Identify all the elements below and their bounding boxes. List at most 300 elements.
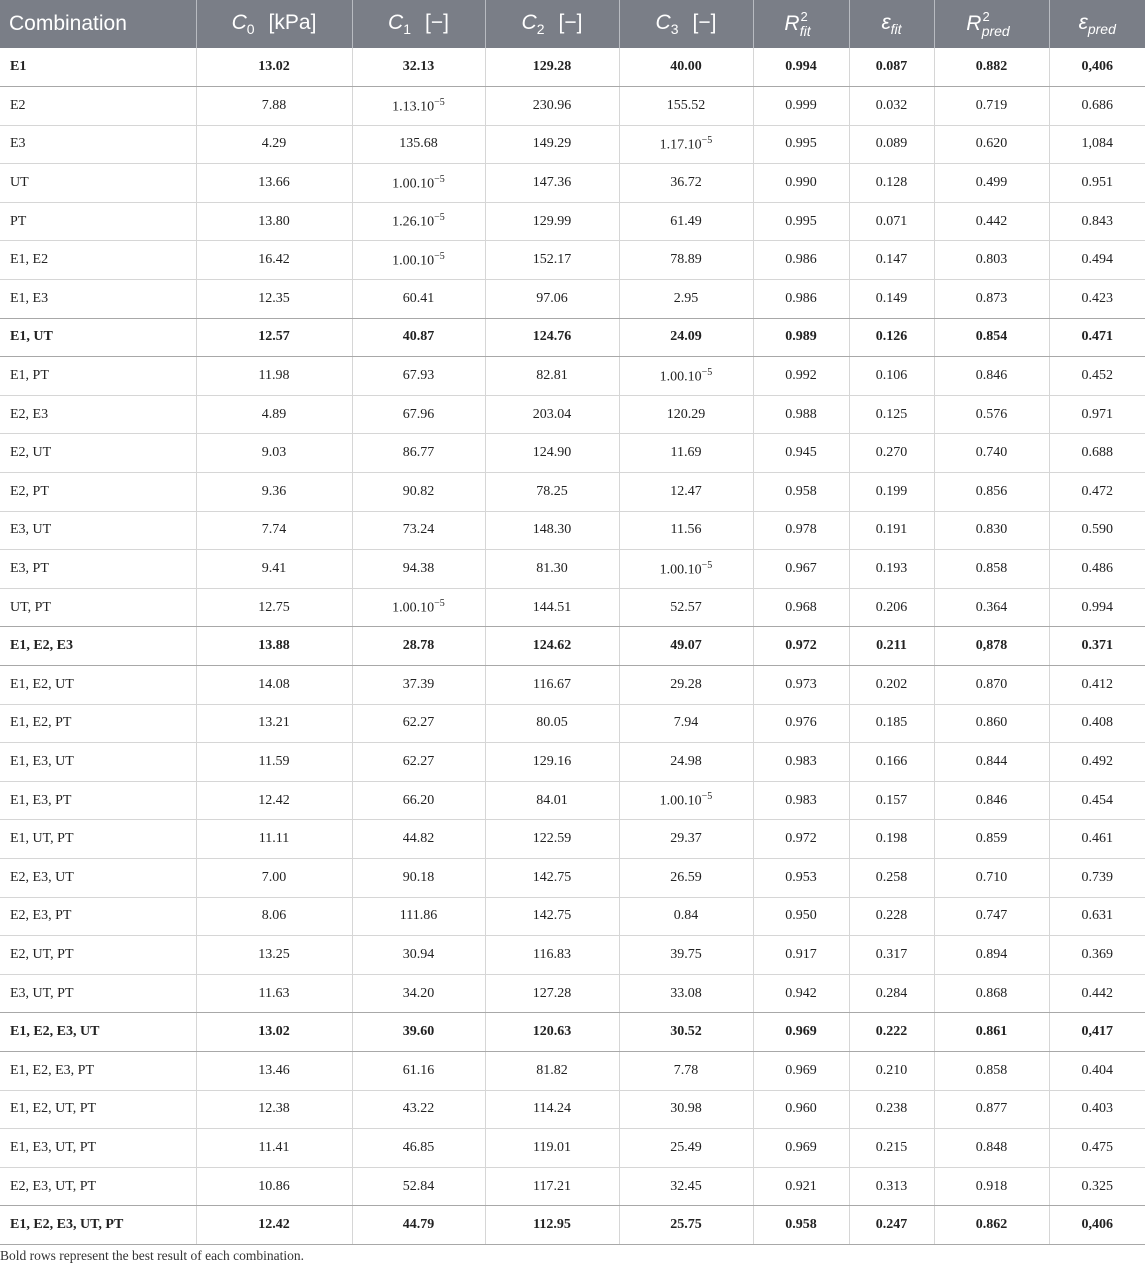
table-row	[0, 1206, 1145, 1245]
cell-r2pred: 0.803	[934, 241, 1049, 280]
cell-r2fit: 0.917	[753, 936, 849, 975]
cell-epred: 0.843	[1049, 202, 1145, 241]
cell-efit: 0.087	[849, 48, 934, 87]
table-row	[0, 202, 1145, 241]
cell-c3: 49.07	[619, 627, 753, 666]
cell-epred: 0.423	[1049, 280, 1145, 319]
cell-c3: 7.94	[619, 704, 753, 743]
cell-r2fit: 0.960	[753, 1090, 849, 1129]
cell-r2pred: 0.747	[934, 897, 1049, 936]
cell-c3: 25.75	[619, 1206, 753, 1245]
cell-r2fit: 0.958	[753, 473, 849, 512]
cell-efit: 0.157	[849, 781, 934, 820]
cell-epred: 0.452	[1049, 357, 1145, 396]
cell-c0: 7.74	[196, 511, 352, 550]
cell-r2fit: 0.921	[753, 1167, 849, 1206]
cell-c1: 94.38	[352, 550, 485, 589]
cell-r2pred: 0.844	[934, 743, 1049, 782]
cell-c2: 81.30	[485, 550, 619, 589]
cell-c3: 24.09	[619, 318, 753, 357]
cell-epred: 0.371	[1049, 627, 1145, 666]
cell-c0: 12.57	[196, 318, 352, 357]
cell-c1: 67.93	[352, 357, 485, 396]
table-row	[0, 588, 1145, 627]
table-row	[0, 897, 1145, 936]
cell-r2fit: 0.983	[753, 743, 849, 782]
cell-combination: E1, UT, PT	[0, 820, 196, 859]
cell-r2fit: 0.986	[753, 280, 849, 319]
cell-c1: 40.87	[352, 318, 485, 357]
cell-c2: 142.75	[485, 858, 619, 897]
table-row	[0, 858, 1145, 897]
cell-combination: E1, E2, UT	[0, 666, 196, 705]
cell-r2fit: 0.990	[753, 164, 849, 203]
cell-c2: 84.01	[485, 781, 619, 820]
table-row	[0, 820, 1145, 859]
cell-c0: 13.02	[196, 48, 352, 87]
table-footnote: Bold rows represent the best result of each combination.	[0, 1248, 305, 1263]
cell-c2: 117.21	[485, 1167, 619, 1206]
cell-combination: E2, UT	[0, 434, 196, 473]
cell-c2: 129.28	[485, 48, 619, 87]
cell-c3: $1.00.10^{-5}$	[619, 357, 753, 396]
cell-combination: E1, E2, E3, UT, PT	[0, 1206, 196, 1245]
cell-c0: 8.06	[196, 897, 352, 936]
cell-combination: E1, E2, E3, PT	[0, 1051, 196, 1090]
cell-epred: 0.325	[1049, 1167, 1145, 1206]
header-efit: $\varepsilon_{fit}$	[849, 0, 934, 48]
cell-c0: 13.66	[196, 164, 352, 203]
table-row	[0, 781, 1145, 820]
cell-c0: 11.59	[196, 743, 352, 782]
cell-combination: E1, E2	[0, 241, 196, 280]
cell-efit: 0.210	[849, 1051, 934, 1090]
cell-combination: E1, E3, PT	[0, 781, 196, 820]
cell-combination: E2	[0, 87, 196, 126]
cell-c0: 13.02	[196, 1013, 352, 1052]
cell-c2: 147.36	[485, 164, 619, 203]
cell-r2fit: 0.976	[753, 704, 849, 743]
cell-c2: 116.67	[485, 666, 619, 705]
cell-epred: 0.404	[1049, 1051, 1145, 1090]
cell-c0: 12.42	[196, 781, 352, 820]
cell-epred: 0.369	[1049, 936, 1145, 975]
cell-c1: 44.82	[352, 820, 485, 859]
table-row	[0, 395, 1145, 434]
cell-efit: 0.202	[849, 666, 934, 705]
header-c2: $C_2$ [−]	[485, 0, 619, 48]
cell-epred: 0.590	[1049, 511, 1145, 550]
cell-c1: 37.39	[352, 666, 485, 705]
cell-r2fit: 0.969	[753, 1129, 849, 1168]
cell-combination: E1	[0, 48, 196, 87]
cell-r2pred: 0,878	[934, 627, 1049, 666]
cell-efit: 0.258	[849, 858, 934, 897]
cell-c0: 13.21	[196, 704, 352, 743]
cell-c3: 29.37	[619, 820, 753, 859]
cell-epred: 1,084	[1049, 125, 1145, 164]
cell-c1: $1.00.10^{-5}$	[352, 588, 485, 627]
table-row	[0, 357, 1145, 396]
cell-c0: 13.80	[196, 202, 352, 241]
cell-efit: 0.247	[849, 1206, 934, 1245]
table-row	[0, 704, 1145, 743]
table-row	[0, 1051, 1145, 1090]
table-row	[0, 241, 1145, 280]
cell-c3: $1.17.10^{-5}$	[619, 125, 753, 164]
cell-epred: 0,417	[1049, 1013, 1145, 1052]
cell-c2: 81.82	[485, 1051, 619, 1090]
cell-combination: E3, PT	[0, 550, 196, 589]
cell-c1: 66.20	[352, 781, 485, 820]
cell-c0: 12.75	[196, 588, 352, 627]
cell-c2: 112.95	[485, 1206, 619, 1245]
cell-c3: 61.49	[619, 202, 753, 241]
cell-epred: 0.739	[1049, 858, 1145, 897]
cell-combination: E1, E2, UT, PT	[0, 1090, 196, 1129]
cell-r2pred: 0.894	[934, 936, 1049, 975]
cell-efit: 0.128	[849, 164, 934, 203]
cell-combination: E2, E3, PT	[0, 897, 196, 936]
cell-efit: 0.193	[849, 550, 934, 589]
cell-efit: 0.191	[849, 511, 934, 550]
table-row	[0, 48, 1145, 87]
cell-epred: 0.471	[1049, 318, 1145, 357]
cell-c3: 30.52	[619, 1013, 753, 1052]
cell-combination: E2, UT, PT	[0, 936, 196, 975]
cell-r2pred: 0.868	[934, 974, 1049, 1013]
cell-c0: 4.89	[196, 395, 352, 434]
cell-c1: 111.86	[352, 897, 485, 936]
cell-r2pred: 0.873	[934, 280, 1049, 319]
cell-c0: 13.88	[196, 627, 352, 666]
cell-combination: E1, E3, UT	[0, 743, 196, 782]
cell-c1: 43.22	[352, 1090, 485, 1129]
cell-r2fit: 0.968	[753, 588, 849, 627]
cell-c2: 127.28	[485, 974, 619, 1013]
cell-r2pred: 0.882	[934, 48, 1049, 87]
cell-efit: 0.313	[849, 1167, 934, 1206]
cell-c1: 34.20	[352, 974, 485, 1013]
cell-r2pred: 0.877	[934, 1090, 1049, 1129]
cell-epred: 0.486	[1049, 550, 1145, 589]
cell-combination: E1, E2, E3, UT	[0, 1013, 196, 1052]
cell-c2: 80.05	[485, 704, 619, 743]
cell-efit: 0.238	[849, 1090, 934, 1129]
cell-c3: 120.29	[619, 395, 753, 434]
cell-r2fit: 0.942	[753, 974, 849, 1013]
cell-r2fit: 0.992	[753, 357, 849, 396]
cell-c3: 32.45	[619, 1167, 753, 1206]
cell-r2pred: 0.870	[934, 666, 1049, 705]
cell-r2pred: 0.859	[934, 820, 1049, 859]
cell-r2pred: 0.860	[934, 704, 1049, 743]
cell-efit: 0.317	[849, 936, 934, 975]
header-epred: $\varepsilon_{pred}$	[1078, 11, 1116, 37]
cell-combination: E1, E3	[0, 280, 196, 319]
cell-efit: 0.206	[849, 588, 934, 627]
cell-r2fit: 0.969	[753, 1013, 849, 1052]
cell-combination: UT, PT	[0, 588, 196, 627]
cell-r2pred: 0.848	[934, 1129, 1049, 1168]
table-row	[0, 434, 1145, 473]
header-c0: $C_0$ [kPa]	[196, 0, 352, 48]
cell-r2pred: 0.858	[934, 1051, 1049, 1090]
cell-epred: 0.475	[1049, 1129, 1145, 1168]
cell-combination: E3, UT, PT	[0, 974, 196, 1013]
table-row	[0, 87, 1145, 126]
cell-c3: 29.28	[619, 666, 753, 705]
cell-r2fit: 0.958	[753, 1206, 849, 1245]
cell-epred: 0.631	[1049, 897, 1145, 936]
cell-c0: 12.42	[196, 1206, 352, 1245]
cell-efit: 0.198	[849, 820, 934, 859]
cell-efit: 0.071	[849, 202, 934, 241]
cell-efit: 0.222	[849, 1013, 934, 1052]
cell-r2fit: 0.950	[753, 897, 849, 936]
cell-c1: 46.85	[352, 1129, 485, 1168]
cell-efit: 0.215	[849, 1129, 934, 1168]
cell-epred: 0,406	[1049, 1206, 1145, 1245]
cell-c2: 230.96	[485, 87, 619, 126]
cell-r2fit: 0.994	[753, 48, 849, 87]
cell-c1: 67.96	[352, 395, 485, 434]
cell-r2pred: 0.830	[934, 511, 1049, 550]
cell-c1: $1.13.10^{-5}$	[352, 87, 485, 126]
cell-efit: 0.284	[849, 974, 934, 1013]
cell-efit: 0.199	[849, 473, 934, 512]
cell-c2: 203.04	[485, 395, 619, 434]
cell-r2pred: 0.862	[934, 1206, 1049, 1245]
table-row	[0, 627, 1145, 666]
cell-efit: 0.147	[849, 241, 934, 280]
cell-c3: 11.69	[619, 434, 753, 473]
cell-c3: 0.84	[619, 897, 753, 936]
cell-c1: 73.24	[352, 511, 485, 550]
cell-c0: 11.41	[196, 1129, 352, 1168]
table-row	[0, 1129, 1145, 1168]
cell-c0: 13.25	[196, 936, 352, 975]
cell-r2fit: 0.986	[753, 241, 849, 280]
cell-efit: 0.211	[849, 627, 934, 666]
cell-epred: 0,406	[1049, 48, 1145, 87]
cell-c0: 14.08	[196, 666, 352, 705]
cell-c2: 82.81	[485, 357, 619, 396]
cell-c0: 4.29	[196, 125, 352, 164]
cell-c0: 10.86	[196, 1167, 352, 1206]
cell-c3: 7.78	[619, 1051, 753, 1090]
cell-r2fit: 0.972	[753, 627, 849, 666]
cell-c2: 142.75	[485, 897, 619, 936]
cell-c2: 116.83	[485, 936, 619, 975]
cell-r2fit: 0.973	[753, 666, 849, 705]
cell-c3: 52.57	[619, 588, 753, 627]
cell-combination: E1, E2, PT	[0, 704, 196, 743]
cell-r2pred: 0.846	[934, 781, 1049, 820]
cell-combination: E2, PT	[0, 473, 196, 512]
cell-combination: E3	[0, 125, 196, 164]
table-row	[0, 164, 1145, 203]
cell-c0: 7.00	[196, 858, 352, 897]
cell-efit: 0.032	[849, 87, 934, 126]
cell-c2: 122.59	[485, 820, 619, 859]
cell-c0: 13.46	[196, 1051, 352, 1090]
cell-r2pred: 0.856	[934, 473, 1049, 512]
table-row	[0, 974, 1145, 1013]
cell-r2fit: 0.969	[753, 1051, 849, 1090]
cell-efit: 0.106	[849, 357, 934, 396]
cell-c0: 12.38	[196, 1090, 352, 1129]
cell-c0: 9.41	[196, 550, 352, 589]
cell-c1: $1.26.10^{-5}$	[352, 202, 485, 241]
cell-epred: 0.971	[1049, 395, 1145, 434]
table-row	[0, 1167, 1145, 1206]
cell-c3: 25.49	[619, 1129, 753, 1168]
cell-epred: 0.494	[1049, 241, 1145, 280]
table-row	[0, 1013, 1145, 1052]
cell-combination: E1, UT	[0, 318, 196, 357]
header-r2fit: $R^2_{fit}$	[753, 0, 849, 48]
cell-epred: 0.461	[1049, 820, 1145, 859]
cell-r2pred: 0.740	[934, 434, 1049, 473]
cell-efit: 0.149	[849, 280, 934, 319]
table-row	[0, 1090, 1145, 1129]
cell-c3: $1.00.10^{-5}$	[619, 781, 753, 820]
cell-c2: 114.24	[485, 1090, 619, 1129]
cell-c0: 11.63	[196, 974, 352, 1013]
header-c3: $C_3$ [−]	[619, 0, 753, 48]
cell-c3: $1.00.10^{-5}$	[619, 550, 753, 589]
cell-c0: 9.03	[196, 434, 352, 473]
cell-c1: 62.27	[352, 743, 485, 782]
cell-c2: 144.51	[485, 588, 619, 627]
cell-epred: 0.412	[1049, 666, 1145, 705]
cell-c0: 11.98	[196, 357, 352, 396]
header-combination: Combination	[0, 0, 196, 48]
cell-c3: 39.75	[619, 936, 753, 975]
cell-efit: 0.185	[849, 704, 934, 743]
cell-epred: 0.951	[1049, 164, 1145, 203]
cell-c2: 97.06	[485, 280, 619, 319]
cell-c3: 155.52	[619, 87, 753, 126]
cell-c0: 9.36	[196, 473, 352, 512]
cell-c3: 26.59	[619, 858, 753, 897]
cell-epred: 0.686	[1049, 87, 1145, 126]
cell-r2pred: 0.364	[934, 588, 1049, 627]
cell-efit: 0.125	[849, 395, 934, 434]
cell-epred: 0.454	[1049, 781, 1145, 820]
cell-c1: 52.84	[352, 1167, 485, 1206]
cell-r2fit: 0.999	[753, 87, 849, 126]
cell-combination: E2, E3	[0, 395, 196, 434]
header-r2pred: $R^2_{pred}$	[934, 0, 1049, 48]
cell-r2fit: 0.989	[753, 318, 849, 357]
table-row	[0, 280, 1145, 319]
header-row	[0, 0, 1145, 48]
cell-c1: 30.94	[352, 936, 485, 975]
cell-r2fit: 0.995	[753, 202, 849, 241]
cell-efit: 0.126	[849, 318, 934, 357]
cell-combination: E2, E3, UT, PT	[0, 1167, 196, 1206]
cell-epred: 0.472	[1049, 473, 1145, 512]
cell-r2pred: 0.576	[934, 395, 1049, 434]
cell-r2fit: 0.972	[753, 820, 849, 859]
cell-r2fit: 0.945	[753, 434, 849, 473]
cell-epred: 0.492	[1049, 743, 1145, 782]
cell-c3: 12.47	[619, 473, 753, 512]
cell-c2: 129.99	[485, 202, 619, 241]
table-row	[0, 318, 1145, 357]
cell-c0: 12.35	[196, 280, 352, 319]
table-row	[0, 550, 1145, 589]
cell-r2pred: 0.861	[934, 1013, 1049, 1052]
cell-combination: E3, UT	[0, 511, 196, 550]
cell-epred: 0.408	[1049, 704, 1145, 743]
cell-r2fit: 0.978	[753, 511, 849, 550]
cell-c0: 7.88	[196, 87, 352, 126]
cell-r2pred: 0.918	[934, 1167, 1049, 1206]
cell-efit: 0.166	[849, 743, 934, 782]
cell-c3: 30.98	[619, 1090, 753, 1129]
cell-r2pred: 0.858	[934, 550, 1049, 589]
cell-combination: E1, E3, UT, PT	[0, 1129, 196, 1168]
cell-c2: 124.62	[485, 627, 619, 666]
cell-c3: 33.08	[619, 974, 753, 1013]
cell-c1: 62.27	[352, 704, 485, 743]
cell-c3: 24.98	[619, 743, 753, 782]
cell-efit: 0.270	[849, 434, 934, 473]
table-row	[0, 511, 1145, 550]
cell-c1: 86.77	[352, 434, 485, 473]
cell-c2: 124.90	[485, 434, 619, 473]
cell-combination: UT	[0, 164, 196, 203]
cell-c1: 44.79	[352, 1206, 485, 1245]
cell-r2fit: 0.983	[753, 781, 849, 820]
cell-c2: 149.29	[485, 125, 619, 164]
cell-r2fit: 0.967	[753, 550, 849, 589]
cell-c1: 90.18	[352, 858, 485, 897]
cell-r2pred: 0.442	[934, 202, 1049, 241]
cell-r2pred: 0.846	[934, 357, 1049, 396]
cell-c2: 120.63	[485, 1013, 619, 1052]
table-body	[0, 48, 1145, 1244]
cell-combination: PT	[0, 202, 196, 241]
cell-c1: 32.13	[352, 48, 485, 87]
cell-c1: 135.68	[352, 125, 485, 164]
cell-epred: 0.442	[1049, 974, 1145, 1013]
cell-c2: 124.76	[485, 318, 619, 357]
cell-c2: 152.17	[485, 241, 619, 280]
cell-r2pred: 0.710	[934, 858, 1049, 897]
table-row	[0, 743, 1145, 782]
cell-c2: 119.01	[485, 1129, 619, 1168]
header-c1: $C_1$ [−]	[352, 0, 485, 48]
cell-combination: E1, PT	[0, 357, 196, 396]
cell-c1: 61.16	[352, 1051, 485, 1090]
cell-c1: $1.00.10^{-5}$	[352, 164, 485, 203]
cell-epred: 0.688	[1049, 434, 1145, 473]
cell-c3: 78.89	[619, 241, 753, 280]
cell-c2: 148.30	[485, 511, 619, 550]
cell-c2: 129.16	[485, 743, 619, 782]
cell-c3: 11.56	[619, 511, 753, 550]
cell-combination: E2, E3, UT	[0, 858, 196, 897]
cell-c3: 40.00	[619, 48, 753, 87]
cell-r2pred: 0.620	[934, 125, 1049, 164]
cell-efit: 0.089	[849, 125, 934, 164]
table-row	[0, 666, 1145, 705]
cell-r2pred: 0.854	[934, 318, 1049, 357]
